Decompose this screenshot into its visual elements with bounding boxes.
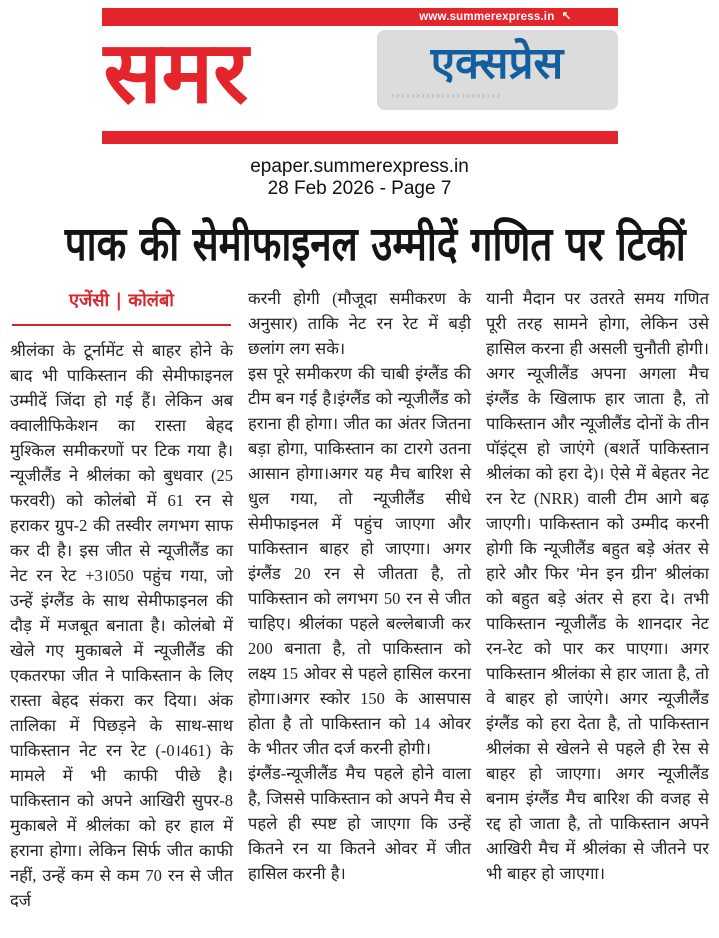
body-paragraph: करनी होगी (मौजूदा समीकरण के अनुसार) ताकि नेट रन रेट में बड़ी छलांग लग सके। [248,289,471,358]
body-paragraph: इस पूरे समीकरण की चाबी इंग्लैंड की टीम बन गई है।इंग्लैंड को न्यूजीलैंड को हराना ही होगा। जीत का अंतर जितना बड़ा होगा, पाकिस्तान का टारगे उतना आसान होगा।अगर यह मैच बारिश से धुल गया, तो न्यूजीलैंड सीधे सेमीफाइनल में पहुंच जाएगा और पाकिस्तान बाहर हो जाएगा। अगर इंग्लैंड 20 रन से जीतता है, तो पाकिस्तान को लगभग 50 रन से जीत चाहिए। श्रीलंका पहले बल्लेबाजी कर 200 बनाता है, तो पाकिस्तान को लक्ष्य 15 ओवर से पहले हासिल करना होगा।अगर स्कोर 150 के आसपास होता है तो पाकिस्तान को 14 ओवर के भीतर जीत दर्ज करनी होगी। [248,364,471,758]
headline-wrap [0,214,719,276]
byline: एजेंसी | कोलंबो [69,290,174,311]
chevron-decoration-icon: ›››››››››››››››››››››› [390,90,502,101]
website-url: www.summerexpress.in [419,11,555,23]
logo-row [102,23,618,127]
epaper-page [0,8,719,938]
column-3 [486,286,709,913]
edition-meta [0,156,719,200]
column-2 [248,286,471,913]
article-headline: पाक की सेमीफाइनल उम्मीदें गणित पर टिकीं [64,217,686,272]
cursor-arrow-icon: ↖ [561,9,572,23]
logo-express-box [377,30,618,110]
masthead [102,8,618,144]
body-paragraph: इंग्लैंड-न्यूजीलैंड मैच पहले होने वाला है, जिससे पाकिस्तान को अपने मैच से पहले ही स्पष्ट हो जाएगा कि उन्हें कितने रन या कितने ओवर में जीत हासिल करनी है। [248,764,471,883]
date-page-label: 28 Feb 2026 - Page 7 [267,178,452,199]
masthead-bottom-bar [102,131,618,144]
logo-samar-text: समर [103,23,249,123]
column-1 [10,286,233,913]
body-paragraph: श्रीलंका के टूर्नामेंट से बाहर होने के बाद भी पाकिस्तान की सेमीफाइनल उम्मीदें जिंदा हो गई हैं। लेकिन अब क्वालीफिकेशन का रास्ता बेहद मुश्किल समीकरणों पर टिक गया है। न्यूजीलैंड ने श्रीलंका को बुधवार (25 फरवरी) को कोलंबो में 61 रन से हराकर ग्रुप-2 की तस्वीर लगभग साफ कर दी है। इस जीत से न्यूजीलैंड का नेट रन रेट +3।050 पहुंच गया, जो उन्हें इंग्लैंड के साथ सेमीफाइनल की दौड़ में मजबूत बनाता है। कोलंबो में खेले गए मुकाबले में न्यूजीलैंड की एकतरफा जीत ने पाकिस्तान के लिए रास्ता बेहद संकरा कर दिया। अंक तालिका में पिछड़ने के साथ-साथ पाकिस्तान नेट रन रेट (-0।461) के मामले में भी काफी पीछे है। पाकिस्तान को अपने आखिरी सुपर-8 मुकाबले में श्रीलंका को हर हाल में हराना होगा। लेकिन सिर्फ जीत काफी नहीं, उन्हें कम से कम 70 रन से जीत दर्ज [10,341,233,910]
epaper-url: epaper.summerexpress.in [250,156,469,177]
article-body [0,286,719,913]
byline-rule [12,324,231,326]
body-paragraph: यानी मैदान पर उतरते समय गणित पूरी तरह सामने होगा, लेकिन उसे हासिल करना ही असली चुनौती होगी। अगर न्यूजीलैंड अपना अगला मैच इंग्लैंड के खिलाफ हार जाता है, तो पाकिस्तान और न्यूजीलैंड दोनों के तीन पॉइंट्स हो जाएंगे (बशर्ते पाकिस्तान श्रीलंका को हरा दे)। ऐसे में बेहतर नेट रन रेट (NRR) वाली टीम आगे बढ़ जाएगी। पाकिस्तान को उम्मीद करनी होगी कि न्यूजीलैंड बहुत बड़े अंतर से हारे और फिर 'मेन इन ग्रीन' श्रीलंका को बहुत बड़े अंतर से हरा दे। तभी पाकिस्तान न्यूजीलैंड के शानदार नेट रन-रेट को पार कर पाएगा। अगर पाकिस्तान श्रीलंका से हार जाता है, तो वे बाहर हो जाएंगे। अगर न्यूजीलैंड इंग्लैंड को हरा देता है, तो पाकिस्तान श्रीलंका से खेलने से पहले ही रेस से बाहर हो जाएगा। अगर न्यूजीलैंड बनाम इंग्लैंड मैच बारिश की वजह से रद्द हो जाता है, तो पाकिस्तान अपने आखिरी मैच में श्रीलंका से जीतने पर भी बाहर हो जाएगा। [486,289,709,883]
logo-express-text: एक्सप्रेस [430,37,564,89]
